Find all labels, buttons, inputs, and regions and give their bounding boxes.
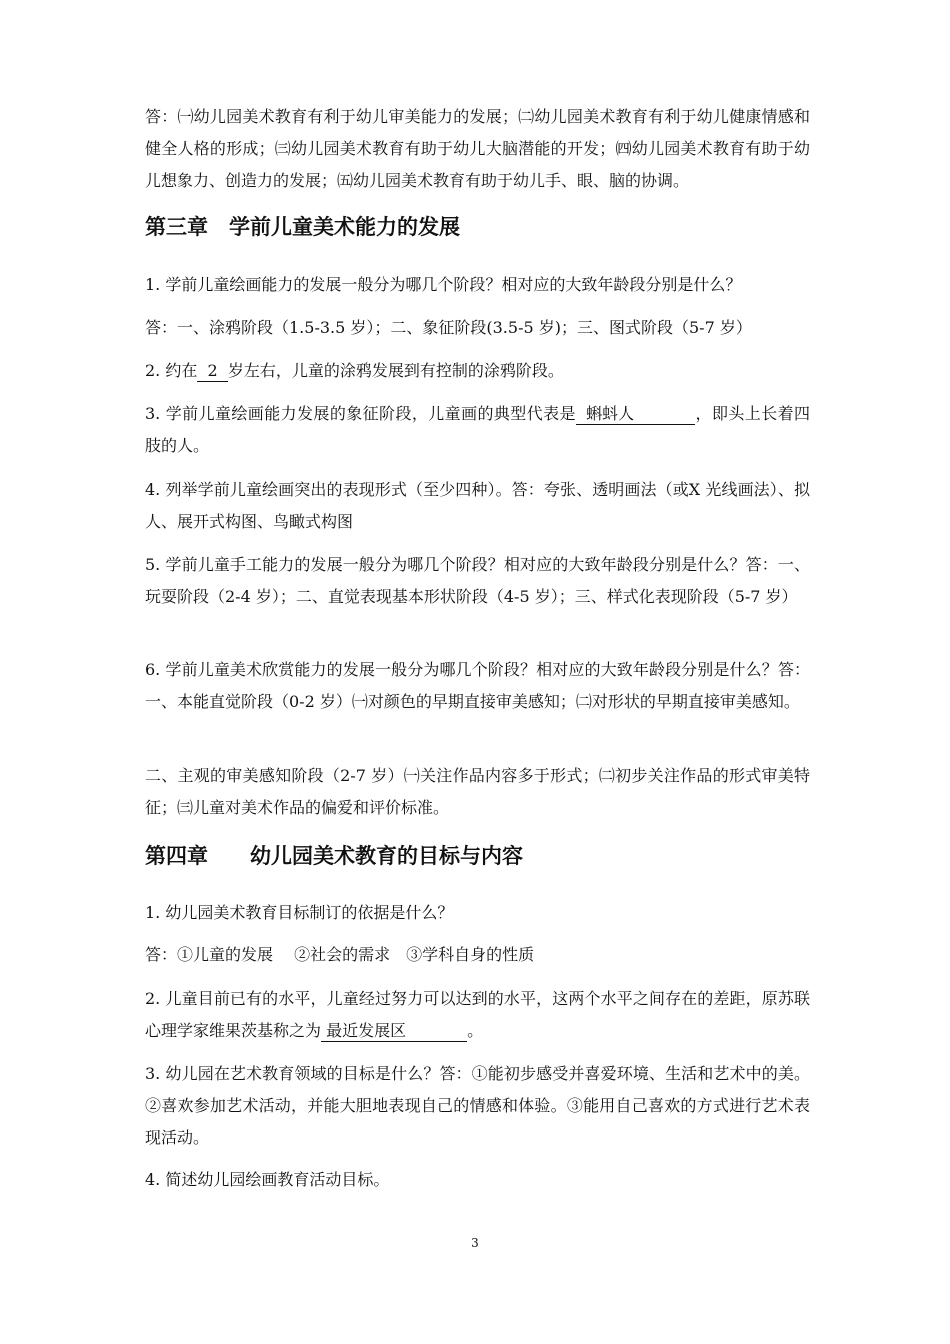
ch3-q3-fill-blank: 蝌蚪人 [575,404,696,423]
ch4-question-4: 4. 简述幼儿园绘画教育活动目标。 [145,1170,390,1189]
chapter4-heading: 第四章 幼儿园美术教育的目标与内容 [145,844,523,868]
ch4-q2-text-before: 2. 儿童目前已有的水平，儿童经过努力可以达到的水平，这两个水平之间存在的差距，原苏联心理学家维果茨基称之为 [145,989,810,1040]
ch3-question-5: 5. 学前儿童手工能力的发展一般分为哪几个阶段？相对应的大致年龄段分别是什么？答：一、玩耍阶段（2-4 岁）；二、直觉表现基本形状阶段（4-5 岁）；三、样式化表现阶段（5-7 岁） [145,555,810,606]
ch3-question-1: 1. 学前儿童绘画能力的发展一般分为哪几个阶段？相对应的大致年龄段分别是什么？ [145,275,742,294]
page-number: 3 [471,1236,479,1250]
chapter3-heading: 第三章 学前儿童美术能力的发展 [145,215,460,239]
ch3-question-3 [145,398,810,462]
ch4-q2-text-after: 。 [467,1021,484,1040]
ch3-question-6: 6. 学前儿童美术欣赏能力的发展一般分为哪几个阶段？相对应的大致年龄段分别是什么？答：一、本能直觉阶段（0-2 岁）㈠对颜色的早期直接审美感知；㈡对形状的早期直接审美感知。 [145,660,810,711]
ch3-q2-fill-blank: 2 [197,361,228,380]
ch4-question-1: 1. 幼儿园美术教育目标制订的依据是什么？ [145,903,454,922]
ch3-question-6-continued: 二、主观的审美感知阶段（2-7 岁）㈠关注作品内容多于形式；㈡初步关注作品的形式审美特征；㈢儿童对美术作品的偏爱和评价标准。 [145,766,810,817]
chapter2-answer-paragraph: 答：㈠幼儿园美术教育有利于幼儿审美能力的发展；㈡幼儿园美术教育有利于幼儿健康情感和健全人格的形成；㈢幼儿园美术教育有助于幼儿大脑潜能的开发；㈣幼儿园美术教育有助于幼儿想象力、创造力的发展；㈤幼儿园美术教育有助于幼儿手、眼、脑的协调。 [145,107,810,190]
ch4-question-3: 3. 幼儿园在艺术教育领域的目标是什么？答：①能初步感受并喜爱环境、生活和艺术中的美。②喜欢参加艺术活动，并能大胆地表现自己的情感和体验。③能用自己喜欢的方式进行艺术表现活动。 [145,1064,810,1147]
ch3-question-4: 4. 列举学前儿童绘画突出的表现形式（至少四种）。答：夸张、透明画法（或X 光线画法）、拟人、展开式构图、鸟瞰式构图 [145,480,810,531]
ch4-answer-1: 答：①儿童的发展 ②社会的需求 ③学科自身的性质 [145,945,535,964]
ch3-q3-text-before: 3. 学前儿童绘画能力发展的象征阶段，儿童画的典型代表是 [145,404,576,423]
ch3-q2-text-before: 2. 约在 [145,361,198,380]
ch4-question-2 [145,983,810,1047]
ch3-q3-text-after: ，即头上长着四肢的人。 [145,404,810,455]
ch3-answer-1: 答：一、涂鸦阶段（1.5-3.5 岁）；二、象征阶段(3.5-5 岁)；三、图式阶段（5-7 岁） [145,318,752,337]
ch4-q2-fill-blank: 最近发展区 [321,1021,468,1040]
ch3-question-2 [145,355,810,387]
ch3-q2-text-after: 岁左右，儿童的涂鸦发展到有控制的涂鸦阶段。 [227,361,564,380]
